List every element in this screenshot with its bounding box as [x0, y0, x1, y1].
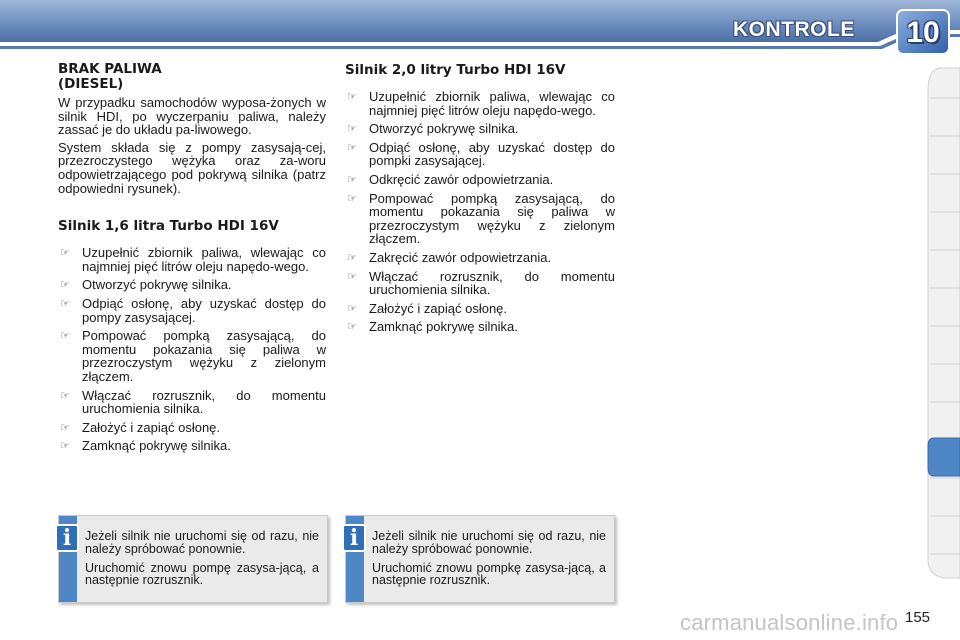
- info-icon: i: [55, 524, 79, 552]
- step-item: ☞ Zamknąć pokrywę silnika.: [58, 439, 326, 453]
- step-item: ☞ Pompować pompką zasysającą, do momentu pokazania się paliwa w przezroczystym wężyku z zielonym złączem.: [58, 329, 326, 383]
- step-item: ☞ Pompować pompką zasysającą, do momentu pokazania się paliwa w przezroczystym wężyku z zielonym złączem.: [345, 192, 615, 246]
- step-item: ☞ Włączać rozrusznik, do momentu uruchomienia silnika.: [58, 389, 326, 416]
- chapter-number-badge: 10: [906, 16, 940, 49]
- info-text-line2: Uruchomić znowu pompę zasysa-jącą, a następnie rozrusznik.: [85, 560, 319, 588]
- chapter-title: KONTROLE: [733, 18, 855, 41]
- page-number: 155: [905, 609, 931, 626]
- info-text-line1: Jeżeli silnik nie uruchomi się od razu, nie należy spróbować ponownie.: [372, 529, 606, 556]
- left-column: [58, 62, 326, 458]
- step-item: ☞ Założyć i zapiąć osłonę.: [345, 302, 615, 316]
- info-text-line2: Uruchomić znowu pompkę zasysa-jącą, a następnie rozrusznik.: [372, 560, 606, 588]
- step-item: ☞ Włączać rozrusznik, do momentu uruchomienia silnika.: [345, 270, 615, 297]
- step-item: ☞ Odpiąć osłonę, aby uzyskać dostęp do pompki zasysającej.: [345, 141, 615, 168]
- step-item: ☞ Otworzyć pokrywę silnika.: [345, 122, 615, 136]
- info-text-line1: Jeżeli silnik nie uruchomi się od razu, nie należy spróbować ponownie.: [85, 529, 319, 556]
- chapter-tab-strip: [926, 60, 960, 580]
- step-item: ☞ Odpiąć osłonę, aby uzyskać dostęp do pompy zasysającej.: [58, 297, 326, 324]
- watermark-text: carmanualsonline.info: [680, 610, 899, 635]
- step-item: ☞ Uzupełnić zbiornik paliwa, wlewając co najmniej pięć litrów oleju napędo-wego.: [345, 90, 615, 117]
- section-heading-fuel-empty: [58, 62, 326, 92]
- section-heading-2-0-engine: Silnik 2,0 litry Turbo HDI 16V: [345, 62, 566, 78]
- step-item: ☞ Założyć i zapiąć osłonę.: [58, 421, 326, 435]
- heading-line2: (DIESEL): [58, 76, 124, 92]
- info-box: [345, 515, 615, 603]
- step-item: ☞ Otworzyć pokrywę silnika.: [58, 278, 326, 292]
- active-chapter-tab: [928, 438, 960, 476]
- steps-list-2-0-engine: [345, 90, 615, 334]
- heading-line1: BRAK PALIWA: [58, 61, 162, 77]
- intro-paragraph-1: W przypadku samochodów wyposa-żonych w silnik HDI, po wyczerpaniu paliwa, należy zassać je do układu pa-liwowego.: [58, 95, 326, 138]
- intro-paragraph-2: System składa się z pompy zasysają-cej, przezroczystego wężyka oraz za-woru odpowietrzającego pod pokrywą silnika (patrz odpowiedni rysunek).: [58, 139, 326, 196]
- step-item: ☞ Zamknąć pokrywę silnika.: [345, 320, 615, 334]
- info-box: [58, 515, 328, 603]
- step-item: ☞ Uzupełnić zbiornik paliwa, wlewając co najmniej pięć litrów oleju napędo-wego.: [58, 246, 326, 273]
- section-heading-1-6-engine: Silnik 1,6 litra Turbo HDI 16V: [58, 218, 279, 235]
- step-item: ☞ Odkręcić zawór odpowietrzania.: [345, 173, 615, 187]
- step-item: ☞ Zakręcić zawór odpowietrzania.: [345, 251, 615, 265]
- chapter-header: [0, 0, 960, 58]
- steps-list-1-6-engine: [58, 246, 326, 453]
- right-column: [345, 62, 615, 339]
- info-icon: i: [342, 524, 366, 552]
